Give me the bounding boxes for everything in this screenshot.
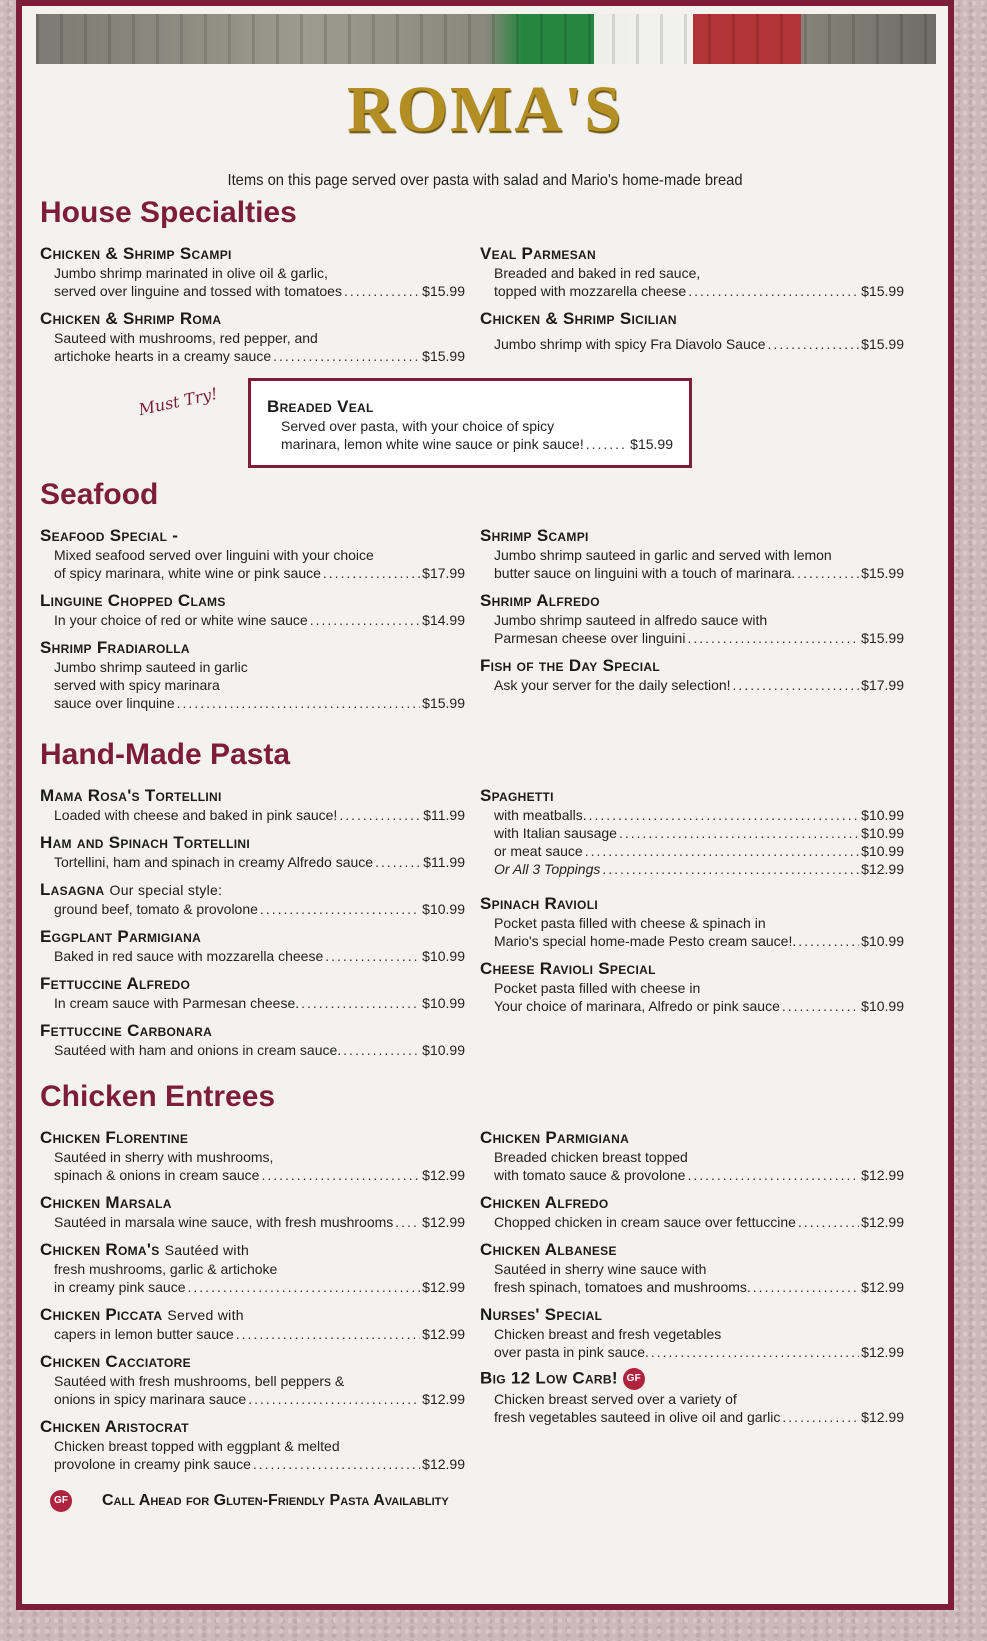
item-price: $10.99: [422, 901, 465, 917]
menu-page: [16, 0, 954, 1610]
menu-item: [40, 833, 465, 871]
menu-item: [480, 1305, 904, 1361]
item-price-line: [54, 1166, 465, 1184]
item-desc: Breaded and baked in red sauce,: [494, 265, 701, 281]
item-price: $12.99: [861, 861, 904, 877]
item-desc: Jumbo shrimp marinated in olive oil & garlic,: [54, 265, 328, 281]
item-name: Chicken Alfredo: [480, 1193, 609, 1212]
item-price: $12.99: [422, 1214, 465, 1230]
item-desc: Chicken breast topped with eggplant & melted: [54, 1438, 340, 1454]
item-price: $15.99: [422, 348, 465, 364]
item-price: $10.99: [422, 1042, 465, 1058]
item-price-line: [54, 1325, 465, 1343]
item-price: $12.99: [422, 1456, 465, 1472]
item-inline-desc: Sautéed with: [164, 1242, 250, 1258]
item-desc: sauce over linquine: [54, 695, 175, 711]
item-desc: In cream sauce with Parmesan cheese.: [54, 995, 300, 1011]
item-price: $15.99: [630, 436, 673, 452]
menu-item: [40, 1021, 465, 1059]
item-desc: Jumbo shrimp sauteed in garlic and served with lemon: [494, 547, 832, 563]
item-price: $17.99: [861, 677, 904, 693]
spaghetti-item: [480, 786, 904, 878]
item-name: Linguine Chopped Clams: [40, 591, 226, 610]
item-price: $10.99: [422, 948, 465, 964]
item-desc: over pasta in pink sauce.: [494, 1344, 649, 1360]
item-price-line: [494, 1278, 904, 1296]
menu-item: [40, 1305, 465, 1343]
section-title-seafood: Seafood: [40, 478, 159, 511]
item-name: Spaghetti: [480, 786, 554, 805]
menu-item: [40, 309, 465, 365]
menu-item: [40, 786, 465, 824]
menu-item: [40, 974, 465, 1012]
item-price-line: [54, 806, 465, 824]
item-desc: In your choice of red or white wine sauce: [54, 612, 308, 628]
item-price-line: [494, 676, 904, 694]
item-desc: Chopped chicken in cream sauce over fettuccine: [494, 1214, 796, 1230]
item-desc: Pocket pasta filled with cheese & spinach in: [494, 915, 766, 931]
item-price-line: [54, 994, 465, 1012]
menu-item: [40, 1352, 465, 1408]
item-desc: Parmesan cheese over linguini: [494, 630, 686, 646]
menu-item: [480, 244, 904, 300]
item-price-line: [54, 1041, 465, 1059]
spaghetti-option: Or All 3 Toppings ..... $12.99: [494, 860, 904, 878]
item-desc: capers in lemon butter sauce: [54, 1326, 234, 1342]
item-name: Chicken Florentine: [40, 1128, 189, 1147]
spaghetti-option: or meat sauce ..... $10.99: [494, 842, 904, 860]
item-price-line: [54, 694, 465, 712]
item-desc: of spicy marinara, white wine or pink sauce: [54, 565, 321, 581]
item-price: $12.99: [861, 1214, 904, 1230]
item-desc: ground beef, tomato & provolone: [54, 901, 258, 917]
item-price-line: [494, 1343, 904, 1361]
item-name: Big 12 Low Carb!: [480, 1368, 618, 1388]
item-price: $15.99: [861, 283, 904, 299]
menu-item: [480, 959, 904, 1015]
item-desc: Sautéed in marsala wine sauce, with fresh mushrooms: [54, 1214, 394, 1230]
item-price: $15.99: [422, 695, 465, 711]
item-price: $15.99: [422, 283, 465, 299]
item-name: Chicken Albanese: [480, 1240, 617, 1259]
item-price: $11.99: [423, 854, 465, 870]
item-name: Shrimp Scampi: [480, 526, 589, 545]
item-price-line: [494, 932, 904, 950]
item-price-line: [494, 564, 904, 582]
item-desc: served with spicy marinara: [54, 677, 220, 693]
item-price: $12.99: [422, 1326, 465, 1342]
item-price-line: [54, 611, 465, 629]
item-desc: Chicken breast served over a variety of: [494, 1391, 737, 1407]
item-name: Shrimp Fradiarolla: [40, 638, 190, 657]
item-name: Breaded Veal: [267, 397, 374, 416]
gluten-free-icon: GF: [623, 1368, 645, 1390]
item-desc: in creamy pink sauce: [54, 1279, 186, 1295]
menu-item: [40, 1417, 465, 1473]
item-name: Seafood Special -: [40, 526, 179, 545]
item-desc: Pocket pasta filled with cheese in: [494, 980, 701, 996]
item-desc: provolone in creamy pink sauce: [54, 1456, 251, 1472]
item-name: Chicken Roma's: [40, 1240, 160, 1259]
menu-item: [480, 1128, 904, 1184]
item-price-line: [494, 282, 904, 300]
item-name: Chicken & Shrimp Roma: [40, 309, 222, 328]
item-name: Chicken & Shrimp Sicilian: [480, 309, 677, 328]
item-price: $14.99: [422, 612, 465, 628]
menu-item: [40, 638, 465, 712]
menu-item: [40, 244, 465, 300]
item-price-line: [494, 629, 904, 647]
menu-item: [40, 526, 465, 582]
item-price-line: [281, 435, 673, 453]
item-price-line: [494, 1166, 904, 1184]
item-desc: Sautéed in sherry wine sauce with: [494, 1261, 707, 1277]
item-price: $12.99: [422, 1391, 465, 1407]
item-price: $10.99: [861, 843, 904, 859]
item-price: $17.99: [422, 565, 465, 581]
menu-item: [40, 1193, 465, 1231]
section-title-pasta: Hand-Made Pasta: [40, 738, 291, 771]
item-price: $12.99: [861, 1167, 904, 1183]
footer-note: [50, 1490, 449, 1512]
item-desc: fresh spinach, tomatoes and mushrooms.: [494, 1279, 751, 1295]
item-desc: Jumbo shrimp with spicy Fra Diavolo Sauce: [494, 336, 766, 352]
item-price-line: [54, 1390, 465, 1408]
menu-item: [480, 894, 904, 950]
item-price: $12.99: [861, 1409, 904, 1425]
item-price: $10.99: [861, 933, 904, 949]
item-price-line: [54, 1213, 465, 1231]
menu-item: [480, 526, 904, 582]
menu-item: [480, 1368, 904, 1426]
item-name: Eggplant Parmigiana: [40, 927, 202, 946]
spaghetti-option: with Italian sausage ..... $10.99: [494, 824, 904, 842]
item-desc: spinach & onions in cream sauce: [54, 1167, 260, 1183]
menu-item: [480, 1193, 904, 1231]
item-name: Shrimp Alfredo: [480, 591, 600, 610]
item-desc: fresh vegetables sauteed in olive oil and garlic: [494, 1409, 781, 1425]
item-desc: marinara, lemon white wine sauce or pink sauce!: [281, 436, 584, 452]
item-desc: Served over pasta, with your choice of spicy: [281, 418, 555, 434]
menu-item: [40, 1128, 465, 1184]
item-name: Nurses' Special: [480, 1305, 603, 1324]
featured-item-box: [248, 378, 692, 468]
item-name: Fettuccine Carbonara: [40, 1021, 213, 1040]
item-desc: Tortellini, ham and spinach in creamy Alfredo sauce: [54, 854, 374, 870]
gluten-free-icon: GF: [50, 1490, 72, 1512]
item-price: $11.99: [423, 807, 465, 823]
item-price-line: [54, 1455, 465, 1473]
item-price-line: [494, 1408, 904, 1426]
menu-item: [40, 880, 465, 918]
item-desc: with tomato sauce & provolone: [494, 1167, 686, 1183]
section-title-chicken: Chicken Entrees: [40, 1080, 276, 1113]
item-desc: onions in spicy marinara sauce: [54, 1391, 247, 1407]
item-name: Fettuccine Alfredo: [40, 974, 191, 993]
item-price: $12.99: [861, 1344, 904, 1360]
restaurant-logo: ROMA'S: [347, 73, 623, 146]
item-desc: Sautéed with fresh mushrooms, bell peppers &: [54, 1373, 345, 1389]
item-name: Cheese Ravioli Special: [480, 959, 656, 978]
item-price-line: [54, 947, 465, 965]
item-name: Chicken Cacciatore: [40, 1352, 191, 1371]
item-name: Spinach Ravioli: [480, 894, 598, 913]
menu-item: [480, 309, 904, 353]
item-desc: Mario's special home-made Pesto cream sauce!.: [494, 933, 797, 949]
item-price-line: [54, 1278, 465, 1296]
item-name: Chicken Aristocrat: [40, 1417, 189, 1436]
item-inline-desc: Our special style:: [109, 882, 223, 898]
item-price-line: [54, 564, 465, 582]
item-desc: Chicken breast and fresh vegetables: [494, 1326, 722, 1342]
item-name: Chicken & Shrimp Scampi: [40, 244, 232, 263]
menu-item: [40, 1240, 465, 1296]
menu-item: [480, 591, 904, 647]
item-inline-desc: Served with: [167, 1307, 244, 1323]
menu-item: [40, 591, 465, 629]
item-desc: Jumbo shrimp sauteed in alfredo sauce with: [494, 612, 768, 628]
item-name: Chicken Piccata: [40, 1305, 163, 1324]
must-try-badge: Must Try!: [136, 383, 220, 420]
item-desc: Baked in red sauce with mozzarella cheese: [54, 948, 324, 964]
footer-text: Call Ahead for Gluten-Friendly Pasta Availablity: [102, 1492, 449, 1509]
item-price: $10.99: [422, 995, 465, 1011]
item-desc: Sauteed with mushrooms, red pepper, and: [54, 330, 318, 346]
menu-item: [40, 927, 465, 965]
item-price-line: [494, 1213, 904, 1231]
menu-item: [480, 656, 904, 694]
item-price: $10.99: [861, 807, 904, 823]
item-desc: Loaded with cheese and baked in pink sauce!: [54, 807, 338, 823]
item-price: $10.99: [861, 998, 904, 1014]
item-desc: Your choice of marinara, Alfredo or pink sauce: [494, 998, 780, 1014]
item-name: Chicken Marsala: [40, 1193, 172, 1212]
item-desc: topped with mozzarella cheese: [494, 283, 687, 299]
item-price-line: [54, 853, 465, 871]
item-price-line: [54, 282, 465, 300]
item-desc: Jumbo shrimp sauteed in garlic: [54, 659, 248, 675]
menu-item: [480, 1240, 904, 1296]
item-price-line: [54, 900, 465, 918]
item-name: Lasagna: [40, 880, 105, 899]
item-desc: Ask your server for the daily selection!: [494, 677, 731, 693]
item-desc: fresh mushrooms, garlic & artichoke: [54, 1261, 278, 1277]
item-name: Mama Rosa's Tortellini: [40, 786, 222, 805]
item-desc: Sautéed with ham and onions in cream sauce.: [54, 1042, 342, 1058]
item-price: $15.99: [861, 336, 904, 352]
item-price: $12.99: [422, 1279, 465, 1295]
item-desc: butter sauce on linguini with a touch of marinara.: [494, 565, 796, 581]
item-desc: Mixed seafood served over linguini with your choice: [54, 547, 374, 563]
item-name: Chicken Parmigiana: [480, 1128, 630, 1147]
item-name: Veal Parmesan: [480, 244, 596, 263]
item-price-line: [494, 997, 904, 1015]
item-price-line: [494, 335, 904, 353]
item-price: $12.99: [861, 1279, 904, 1295]
spaghetti-option: with meatballs. ..... $10.99: [494, 806, 904, 824]
item-price: $15.99: [861, 565, 904, 581]
item-desc: served over linguine and tossed with tomatoes: [54, 283, 342, 299]
banner-image: [36, 14, 936, 64]
item-price: $10.99: [861, 825, 904, 841]
item-price: $12.99: [422, 1167, 465, 1183]
item-name: Fish of the Day Special: [480, 656, 661, 675]
item-desc: Sautéed in sherry with mushrooms,: [54, 1149, 274, 1165]
item-desc: artichoke hearts in a creamy sauce: [54, 348, 272, 364]
item-desc: Breaded chicken breast topped: [494, 1149, 688, 1165]
tagline: Items on this page served over pasta with salad and Mario's home-made bread: [227, 172, 743, 189]
item-price: $15.99: [861, 630, 904, 646]
item-price-line: [54, 347, 465, 365]
item-name: Ham and Spinach Tortellini: [40, 833, 250, 852]
section-title-house: House Specialties: [40, 196, 297, 229]
